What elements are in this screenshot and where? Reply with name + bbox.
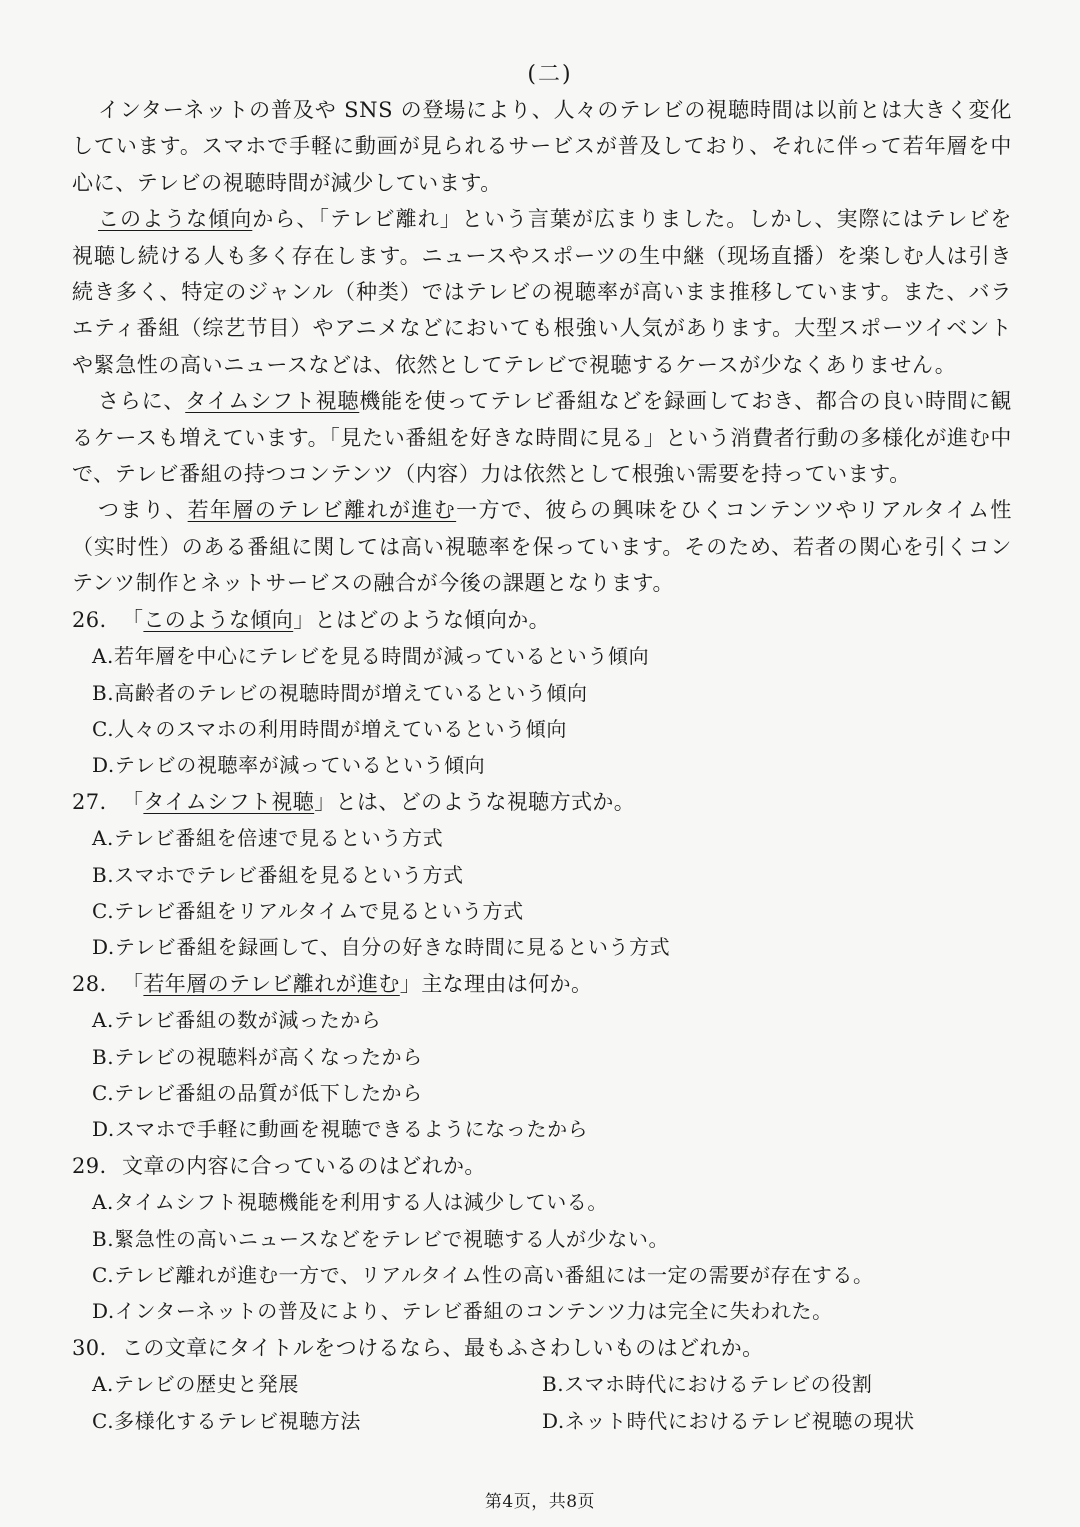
quote-open: 「 (122, 971, 144, 996)
option-a[interactable]: A.テレビ番組を倍速で見るという方式 (92, 826, 444, 851)
question-29 (72, 1148, 1012, 1330)
option-b[interactable]: B.高齢者のテレビの視聴時間が増えているという傾向 (92, 680, 588, 705)
option-c[interactable]: C.テレビ離れが進む一方で、リアルタイム性の高い番組には一定の需要が存在する。 (92, 1263, 874, 1287)
paragraph-2-text: から、「テレビ離れ」という言葉が広まりました。しかし、実際にはテレビを視聴し続ける人も多く存在します。ニュースやスポーツの生中継（现场直播）を楽しむ人は引き続き多く、特定のジャンル（种类）ではテレビの視聴率が高いまま推移しています。また、バラエティ番組（综艺节目）やアニメなどにおいても根強い人気があります。大型スポーツイベントや緊急性の高いニュースなどは、依然としてテレビで視聴するケースが少なくありません。 (72, 207, 1012, 377)
option-c[interactable]: C.多様化するテレビ視聴方法 (92, 1408, 361, 1433)
paragraph-3-text: 機能を使ってテレビ番組などを録画しておき、都合の良い時間に観るケースも増えています。「見たい番組を好きな時間に見る」という消費者行動の多様化が進む中で、テレビ番組の持つコンテンツ（内容）力は依然として根強い需要を持っています。 (72, 389, 1012, 487)
passage-paragraph-2 (72, 201, 1012, 383)
underlined-phrase-timeshift: タイムシフト視聴 (185, 389, 360, 414)
question-text: 」とはどのような傾向か。 (293, 607, 551, 632)
option-c[interactable]: C.テレビ番組の品質が低下したから (92, 1080, 423, 1105)
option-a[interactable]: A.テレビの歴史と発展 (92, 1372, 300, 1397)
question-text: 」主な理由は何か。 (399, 971, 593, 996)
question-number: 30. (72, 1335, 107, 1360)
option-d[interactable]: D.テレビ番組を録画して、自分の好きな時間に見るという方式 (92, 935, 671, 960)
passage-paragraph-1 (72, 92, 1012, 201)
question-number: 27. (72, 789, 107, 814)
option-c[interactable]: C.人々のスマホの利用時間が増えているという傾向 (92, 716, 567, 741)
paragraph-1-text: インターネットの普及や SNS の登場により、人々のテレビの視聴時間は以前とは大きく変化しています。スマホで手軽に動画が見られるサービスが普及しており、それに伴って若年層を中心に、テレビの視聴時間が減少しています。 (72, 98, 1012, 195)
paragraph-3-lead: さらに、 (98, 389, 186, 414)
question-stem (72, 784, 1012, 820)
question-underlined-phrase: このような傾向 (143, 607, 294, 632)
reading-passage (72, 92, 1012, 602)
passage-paragraph-4 (72, 492, 1012, 601)
quote-open: 「 (122, 789, 144, 814)
question-26 (72, 602, 1012, 784)
question-stem (72, 1148, 1012, 1184)
passage-paragraph-3 (72, 383, 1012, 492)
question-text: 」とは、どのような視聴方式か。 (314, 789, 636, 814)
question-number: 26. (72, 607, 107, 632)
option-b[interactable]: B.テレビの視聴料が高くなったから (92, 1044, 423, 1069)
option-d[interactable]: D.スマホで手軽に動画を視聴できるようになったから (92, 1117, 589, 1142)
paragraph-4-lead: つまり、 (98, 498, 188, 523)
section-title: (二) (527, 62, 573, 87)
question-text: 文章の内容に合っているのはどれか。 (122, 1153, 486, 1178)
page-number-footer: 第4页，共8页 (484, 1492, 596, 1512)
option-a[interactable]: A.タイムシフト視聴機能を利用する人は減少している。 (92, 1190, 609, 1215)
question-stem (72, 1330, 1012, 1366)
underlined-phrase-tendency: このような傾向 (98, 207, 253, 232)
question-stem (72, 966, 1012, 1002)
exam-page (72, 58, 1012, 1439)
option-b[interactable]: B.緊急性の高いニュースなどをテレビで視聴する人が少ない。 (92, 1226, 670, 1251)
option-d[interactable]: D.インターネットの普及により、テレビ番組のコンテンツ力は完全に失われた。 (92, 1299, 833, 1324)
question-28 (72, 966, 1012, 1148)
question-30 (72, 1330, 1012, 1439)
underlined-phrase-youth: 若年層のテレビ離れが進む (187, 498, 457, 523)
option-b[interactable]: B.スマホでテレビ番組を見るという方式 (92, 862, 464, 887)
option-row-1 (72, 1366, 1012, 1402)
question-number: 28. (72, 971, 107, 996)
option-a[interactable]: A.若年層を中心にテレビを見る時間が減っているという傾向 (92, 644, 650, 669)
option-d[interactable]: D.テレビの視聴率が減っているという傾向 (92, 753, 486, 778)
option-row-2 (72, 1403, 1012, 1439)
option-b[interactable]: B.スマホ時代におけるテレビの役割 (542, 1372, 873, 1397)
quote-open: 「 (122, 607, 144, 632)
question-27 (72, 784, 1012, 966)
question-underlined-phrase: タイムシフト視聴 (143, 789, 315, 814)
paragraph-4-text: 一方で、彼らの興味をひくコンテンツやリアルタイム性（实时性）のある番組に関しては高い視聴率を保っています。そのため、若者の関心を引くコンテンツ制作とネットサービスの融合が今後の課題となります。 (72, 498, 1012, 596)
question-underlined-phrase: 若年層のテレビ離れが進む (143, 971, 400, 996)
question-stem (72, 602, 1012, 638)
question-number: 29. (72, 1153, 107, 1178)
option-c[interactable]: C.テレビ番組をリアルタイムで見るという方式 (92, 898, 524, 923)
option-a[interactable]: A.テレビ番組の数が減ったから (92, 1008, 382, 1033)
option-d[interactable]: D.ネット時代におけるテレビ視聴の現状 (542, 1408, 915, 1433)
question-text: この文章にタイトルをつけるなら、最もふさわしいものはどれか。 (122, 1335, 764, 1360)
